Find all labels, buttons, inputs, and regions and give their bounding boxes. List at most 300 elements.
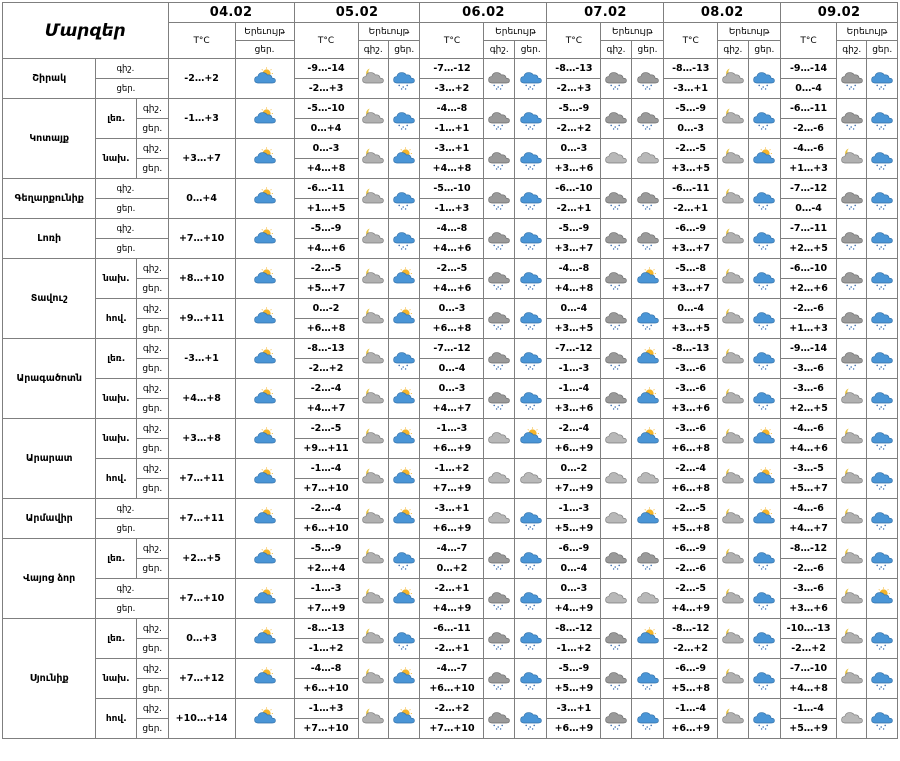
temperature-range: +5…+9: [547, 519, 601, 539]
day-header: ցեր.: [748, 41, 781, 59]
day-weather-icon: [514, 499, 547, 539]
day-weather-icon: [388, 379, 420, 419]
sun-cloud-blue-icon: [636, 507, 660, 531]
temperature-range: -3…-6: [664, 419, 718, 439]
temperature-range: -8…-13: [547, 59, 601, 79]
night-weather-icon: [836, 379, 866, 419]
temperature-range: -5…-10: [420, 179, 484, 199]
moon-cloud-icon: [721, 107, 745, 131]
temperature-range: -9…-14: [294, 59, 358, 79]
sun-cloud-blue-icon: [253, 587, 277, 611]
temperature-range: +1…+3: [781, 159, 837, 179]
temperature-range: -5…-8: [664, 259, 718, 279]
temperature-range: 0…-3: [547, 579, 601, 599]
night-weather-icon: [484, 539, 514, 579]
sun-cloud-blue-icon: [253, 427, 277, 451]
moon-cloud-icon: [361, 267, 385, 291]
time-of-day: գիշ.: [137, 659, 169, 679]
day-weather-icon: [631, 419, 664, 459]
region-name: Արարատ: [3, 419, 96, 499]
cloud-blue-snow-icon: [519, 507, 543, 531]
temp-header: T°C: [781, 23, 837, 59]
weather-icon: [235, 59, 294, 99]
night-weather-icon: [836, 419, 866, 459]
cloud-blue-snow-icon: [519, 67, 543, 91]
temperature-range: +4…+7: [781, 519, 837, 539]
moon-cloud-icon: [361, 587, 385, 611]
sun-cloud-blue-icon: [752, 147, 776, 171]
phenomena-header: Երեւույթ: [836, 23, 897, 41]
temperature-range: 0…+4: [294, 119, 358, 139]
day-weather-icon: [748, 659, 781, 699]
cloud-blue-snow-icon: [519, 587, 543, 611]
night-weather-icon: [836, 459, 866, 499]
night-weather-icon: [358, 219, 388, 259]
table-row: [3, 299, 898, 319]
weather-icon: [235, 379, 294, 419]
sun-cloud-blue-icon: [752, 507, 776, 531]
temperature-range: -7…-12: [547, 339, 601, 359]
cloud-blue-snow-icon: [870, 627, 894, 651]
sun-cloud-blue-icon: [392, 387, 416, 411]
night-weather-icon: [358, 699, 388, 739]
temperature-range: +6…+9: [547, 719, 601, 739]
date-header: 05.02: [294, 3, 420, 23]
moon-cloud-icon: [721, 547, 745, 571]
temp-header: T°C: [294, 23, 358, 59]
temperature-range: -1…-4: [547, 379, 601, 399]
temperature-range: +5…+7: [294, 279, 358, 299]
cloud-blue-snow-icon: [519, 547, 543, 571]
temperature-range: -2…-4: [294, 499, 358, 519]
day-weather-icon: [631, 579, 664, 619]
temperature-range: -8…-12: [781, 539, 837, 559]
cloud-blue-snow-icon: [870, 107, 894, 131]
phenomena-header: Երեւույթ: [484, 23, 547, 41]
moon-cloud-icon: [840, 667, 864, 691]
temperature-range: -2…-5: [420, 259, 484, 279]
temperature-range: -7…-10: [781, 659, 837, 679]
temperature-range: 0…-3: [420, 379, 484, 399]
time-of-day: գիշ.: [137, 539, 169, 559]
temperature-range: +3…+6: [547, 399, 601, 419]
cloud-blue-snow-icon: [870, 427, 894, 451]
cloud-blue-snow-icon: [870, 347, 894, 371]
temperature-range: -9…-14: [781, 339, 837, 359]
day-weather-icon: [514, 99, 547, 139]
day-header: ցեր.: [235, 41, 294, 59]
day-weather-icon: [388, 139, 420, 179]
temperature-range: 0…-3: [547, 139, 601, 159]
temperature-range: -8…-13: [294, 619, 358, 639]
time-of-day: գիշ.: [137, 379, 169, 399]
night-weather-icon: [718, 619, 748, 659]
night-weather-icon: [601, 59, 631, 99]
moon-cloud-icon: [721, 227, 745, 251]
night-weather-icon: [836, 659, 866, 699]
temperature-range: -1…-3: [547, 499, 601, 519]
temp-header: T°C: [168, 23, 235, 59]
moon-cloud-icon: [721, 627, 745, 651]
cloud-blue-snow-icon: [870, 547, 894, 571]
temp-header: T°C: [664, 23, 718, 59]
night-weather-icon: [601, 379, 631, 419]
cloud-grey-icon: [636, 587, 660, 611]
weather-icon: [235, 139, 294, 179]
temperature-range: -6…-11: [781, 99, 837, 119]
day-weather-icon: [748, 579, 781, 619]
time-of-day: ցեր.: [137, 719, 169, 739]
temperature-range: -10…-13: [781, 619, 837, 639]
temperature-range: -4…-6: [781, 499, 837, 519]
region-name: Գեղարքունիք: [3, 179, 96, 219]
temperature-range: +6…+9: [547, 439, 601, 459]
temperature-range: -2…+2: [781, 639, 837, 659]
day-weather-icon: [867, 99, 898, 139]
night-weather-icon: [358, 259, 388, 299]
night-weather-icon: [484, 179, 514, 219]
day-weather-icon: [514, 579, 547, 619]
night-weather-icon: [836, 339, 866, 379]
temperature-range: -6…-9: [547, 539, 601, 559]
temperature-range: -1…+3: [294, 699, 358, 719]
night-weather-icon: [484, 699, 514, 739]
temperature-range: +4…+7: [420, 399, 484, 419]
night-weather-icon: [601, 299, 631, 339]
cloud-blue-snow-icon: [636, 667, 660, 691]
night-weather-icon: [484, 59, 514, 99]
moon-cloud-icon: [361, 547, 385, 571]
night-weather-icon: [484, 379, 514, 419]
table-row: [3, 339, 898, 359]
cloud-grey-icon: [636, 147, 660, 171]
sun-cloud-blue-icon: [253, 67, 277, 91]
cloud-blue-snow-icon: [870, 227, 894, 251]
region-name: Վայոց ձոր: [3, 539, 96, 619]
night-weather-icon: [484, 659, 514, 699]
cloud-grey-snow-icon: [604, 707, 628, 731]
temperature-range: 0…-3: [664, 119, 718, 139]
night-weather-icon: [718, 499, 748, 539]
night-weather-icon: [358, 419, 388, 459]
night-weather-icon: [601, 139, 631, 179]
sun-cloud-blue-icon: [392, 467, 416, 491]
moon-cloud-icon: [361, 667, 385, 691]
cloud-blue-snow-icon: [519, 147, 543, 171]
time-of-day: ցեր.: [137, 399, 169, 419]
sun-cloud-blue-icon: [253, 267, 277, 291]
cloud-grey-snow-icon: [487, 667, 511, 691]
temperature-range: -5…-10: [294, 99, 358, 119]
cloud-blue-snow-icon: [752, 667, 776, 691]
cloud-grey-snow-icon: [840, 107, 864, 131]
cloud-grey-snow-icon: [487, 347, 511, 371]
sun-cloud-blue-icon: [253, 707, 277, 731]
night-weather-icon: [358, 59, 388, 99]
cloud-blue-snow-icon: [870, 667, 894, 691]
night-weather-icon: [718, 419, 748, 459]
day-weather-icon: [631, 59, 664, 99]
day-weather-icon: [388, 59, 420, 99]
day-weather-icon: [388, 579, 420, 619]
night-weather-icon: [836, 619, 866, 659]
day-weather-icon: [867, 499, 898, 539]
time-of-day: գիշ.: [137, 699, 169, 719]
night-weather-icon: [601, 459, 631, 499]
temperature-range: -5…-9: [294, 539, 358, 559]
temperature-range: +4…+6: [420, 239, 484, 259]
night-weather-icon: [601, 539, 631, 579]
zone-label: նախ.: [96, 659, 137, 699]
night-weather-icon: [718, 539, 748, 579]
cloud-blue-snow-icon: [752, 267, 776, 291]
cloud-grey-snow-icon: [604, 307, 628, 331]
weather-icon: [235, 299, 294, 339]
weather-icon: [235, 179, 294, 219]
phenomena-header: Երեւույթ: [358, 23, 420, 41]
cloud-grey-snow-icon: [487, 227, 511, 251]
weather-icon: [235, 659, 294, 699]
temperature-range: -2…-6: [781, 559, 837, 579]
day-weather-icon: [748, 99, 781, 139]
night-weather-icon: [836, 299, 866, 339]
temperature-range: -1…+2: [547, 639, 601, 659]
cloud-blue-snow-icon: [392, 67, 416, 91]
sun-cloud-blue-icon: [752, 427, 776, 451]
temperature-range: +1…+3: [781, 319, 837, 339]
moon-cloud-icon: [721, 387, 745, 411]
temperature-range: +4…+8: [781, 679, 837, 699]
moon-cloud-icon: [840, 547, 864, 571]
time-of-day: գիշ.: [96, 219, 168, 239]
table-row: [3, 419, 898, 439]
table-row: [3, 499, 898, 519]
temperature-range: -7…-12: [781, 179, 837, 199]
time-of-day: գիշ.: [96, 499, 168, 519]
cloud-blue-snow-icon: [870, 147, 894, 171]
temperature-range: 0…-3: [294, 139, 358, 159]
day-weather-icon: [631, 139, 664, 179]
moon-cloud-icon: [721, 347, 745, 371]
regional-forecast-table: [2, 2, 898, 739]
time-of-day: ցեր.: [137, 639, 169, 659]
time-of-day: գիշ.: [137, 139, 169, 159]
temperature-range: +7…+11: [168, 499, 235, 539]
temperature-range: +6…+8: [664, 439, 718, 459]
sun-cloud-blue-icon: [253, 187, 277, 211]
night-weather-icon: [718, 299, 748, 339]
temperature-range: +4…+6: [420, 279, 484, 299]
night-weather-icon: [484, 459, 514, 499]
sun-cloud-blue-icon: [253, 547, 277, 571]
moon-cloud-icon: [840, 427, 864, 451]
day-weather-icon: [748, 419, 781, 459]
region-name: Կոտայք: [3, 99, 96, 179]
cloud-grey-icon: [519, 467, 543, 491]
day-weather-icon: [867, 539, 898, 579]
temperature-range: -2…+1: [547, 199, 601, 219]
night-weather-icon: [601, 219, 631, 259]
night-weather-icon: [484, 419, 514, 459]
night-weather-icon: [836, 259, 866, 299]
temperature-range: +2…+5: [781, 399, 837, 419]
date-header: 06.02: [420, 3, 547, 23]
sun-cloud-blue-icon: [253, 627, 277, 651]
table-row: [3, 219, 898, 239]
day-weather-icon: [748, 619, 781, 659]
day-weather-icon: [388, 419, 420, 459]
temperature-range: -3…-6: [781, 579, 837, 599]
temperature-range: +4…+8: [168, 379, 235, 419]
temperature-range: +7…+9: [420, 479, 484, 499]
cloud-grey-snow-icon: [604, 627, 628, 651]
moon-cloud-icon: [721, 307, 745, 331]
temperature-range: -4…-8: [420, 219, 484, 239]
time-of-day: ցեր.: [137, 439, 169, 459]
day-weather-icon: [748, 459, 781, 499]
cloud-blue-snow-icon: [519, 387, 543, 411]
temperature-range: -8…-12: [547, 619, 601, 639]
night-weather-icon: [718, 99, 748, 139]
day-weather-icon: [514, 259, 547, 299]
night-weather-icon: [836, 219, 866, 259]
time-of-day: ցեր.: [137, 119, 169, 139]
night-weather-icon: [718, 579, 748, 619]
temperature-range: -7…-12: [420, 339, 484, 359]
moon-cloud-icon: [361, 67, 385, 91]
moon-cloud-icon: [361, 427, 385, 451]
temperature-range: -1…-4: [781, 699, 837, 719]
temperature-range: -2…+2: [420, 699, 484, 719]
temp-header: T°C: [420, 23, 484, 59]
temperature-range: +3…+5: [547, 319, 601, 339]
day-weather-icon: [514, 659, 547, 699]
table-row: [3, 539, 898, 559]
table-row: [3, 59, 898, 79]
cloud-grey-snow-icon: [487, 707, 511, 731]
temperature-range: +6…+10: [420, 679, 484, 699]
temperature-range: -6…-9: [664, 219, 718, 239]
zone-label: նախ.: [96, 139, 137, 179]
night-weather-icon: [718, 139, 748, 179]
night-weather-icon: [836, 699, 866, 739]
temperature-range: +5…+9: [547, 679, 601, 699]
temperature-range: -4…-7: [420, 539, 484, 559]
temperature-range: 0…-4: [547, 299, 601, 319]
day-weather-icon: [388, 219, 420, 259]
cloud-grey-snow-icon: [636, 187, 660, 211]
table-row: [3, 379, 898, 399]
night-weather-icon: [601, 579, 631, 619]
temperature-range: -5…-9: [547, 99, 601, 119]
day-weather-icon: [388, 259, 420, 299]
temperature-range: +7…+12: [168, 659, 235, 699]
cloud-blue-snow-icon: [392, 227, 416, 251]
table-row: [3, 139, 898, 159]
night-weather-icon: [358, 379, 388, 419]
moon-cloud-icon: [361, 307, 385, 331]
night-weather-icon: [358, 659, 388, 699]
temperature-range: 0…+2: [420, 559, 484, 579]
night-weather-icon: [836, 139, 866, 179]
temperature-range: +6…+8: [294, 319, 358, 339]
weather-icon: [235, 459, 294, 499]
sun-cloud-blue-icon: [392, 507, 416, 531]
temperature-range: 0…+3: [168, 619, 235, 659]
temperature-range: +3…+6: [781, 599, 837, 619]
day-header: ցեր.: [388, 41, 420, 59]
cloud-blue-snow-icon: [519, 667, 543, 691]
sun-cloud-blue-icon: [392, 427, 416, 451]
cloud-grey-snow-icon: [636, 107, 660, 131]
temperature-range: -8…-13: [664, 59, 718, 79]
sun-cloud-blue-icon: [253, 227, 277, 251]
night-weather-icon: [836, 539, 866, 579]
temperature-range: -2…-6: [781, 119, 837, 139]
night-header: գիշ.: [836, 41, 866, 59]
cloud-grey-snow-icon: [840, 347, 864, 371]
night-weather-icon: [601, 699, 631, 739]
cloud-blue-snow-icon: [870, 267, 894, 291]
day-weather-icon: [631, 459, 664, 499]
sun-cloud-blue-icon: [253, 347, 277, 371]
zone-label: հով.: [96, 699, 137, 739]
zone-label: հով.: [96, 299, 137, 339]
temperature-range: -3…+1: [420, 499, 484, 519]
sun-cloud-blue-icon: [253, 667, 277, 691]
temperature-range: -2…+2: [664, 639, 718, 659]
temperature-range: +3…+8: [168, 419, 235, 459]
night-header: գիշ.: [358, 41, 388, 59]
cloud-blue-snow-icon: [870, 67, 894, 91]
cloud-grey-snow-icon: [604, 267, 628, 291]
temperature-range: +5…+7: [781, 479, 837, 499]
weather-icon: [235, 99, 294, 139]
temperature-range: +3…+6: [664, 399, 718, 419]
cloud-grey-snow-icon: [604, 227, 628, 251]
day-weather-icon: [748, 699, 781, 739]
night-weather-icon: [358, 539, 388, 579]
day-weather-icon: [631, 299, 664, 339]
cloud-grey-snow-icon: [487, 187, 511, 211]
time-of-day: ցեր.: [96, 239, 168, 259]
weather-icon: [235, 619, 294, 659]
day-weather-icon: [867, 659, 898, 699]
temperature-range: +8…+10: [168, 259, 235, 299]
temperature-range: +6…+9: [664, 719, 718, 739]
regions-header: Մարզեր: [3, 3, 169, 59]
time-of-day: ցեր.: [137, 679, 169, 699]
day-weather-icon: [867, 299, 898, 339]
temperature-range: -2…-5: [664, 579, 718, 599]
temperature-range: +6…+9: [420, 519, 484, 539]
region-name: Արագածոտն: [3, 339, 96, 419]
time-of-day: գիշ.: [137, 459, 169, 479]
cloud-grey-snow-icon: [604, 547, 628, 571]
moon-cloud-icon: [721, 507, 745, 531]
day-weather-icon: [631, 219, 664, 259]
weather-icon: [235, 259, 294, 299]
phenomena-header: Երեւույթ: [601, 23, 664, 41]
table-row: [3, 259, 898, 279]
zone-label: նախ.: [96, 419, 137, 459]
temperature-range: -3…+1: [547, 699, 601, 719]
sun-cloud-blue-icon: [636, 267, 660, 291]
temperature-range: +5…+8: [664, 519, 718, 539]
day-weather-icon: [748, 539, 781, 579]
night-weather-icon: [601, 619, 631, 659]
day-weather-icon: [631, 339, 664, 379]
